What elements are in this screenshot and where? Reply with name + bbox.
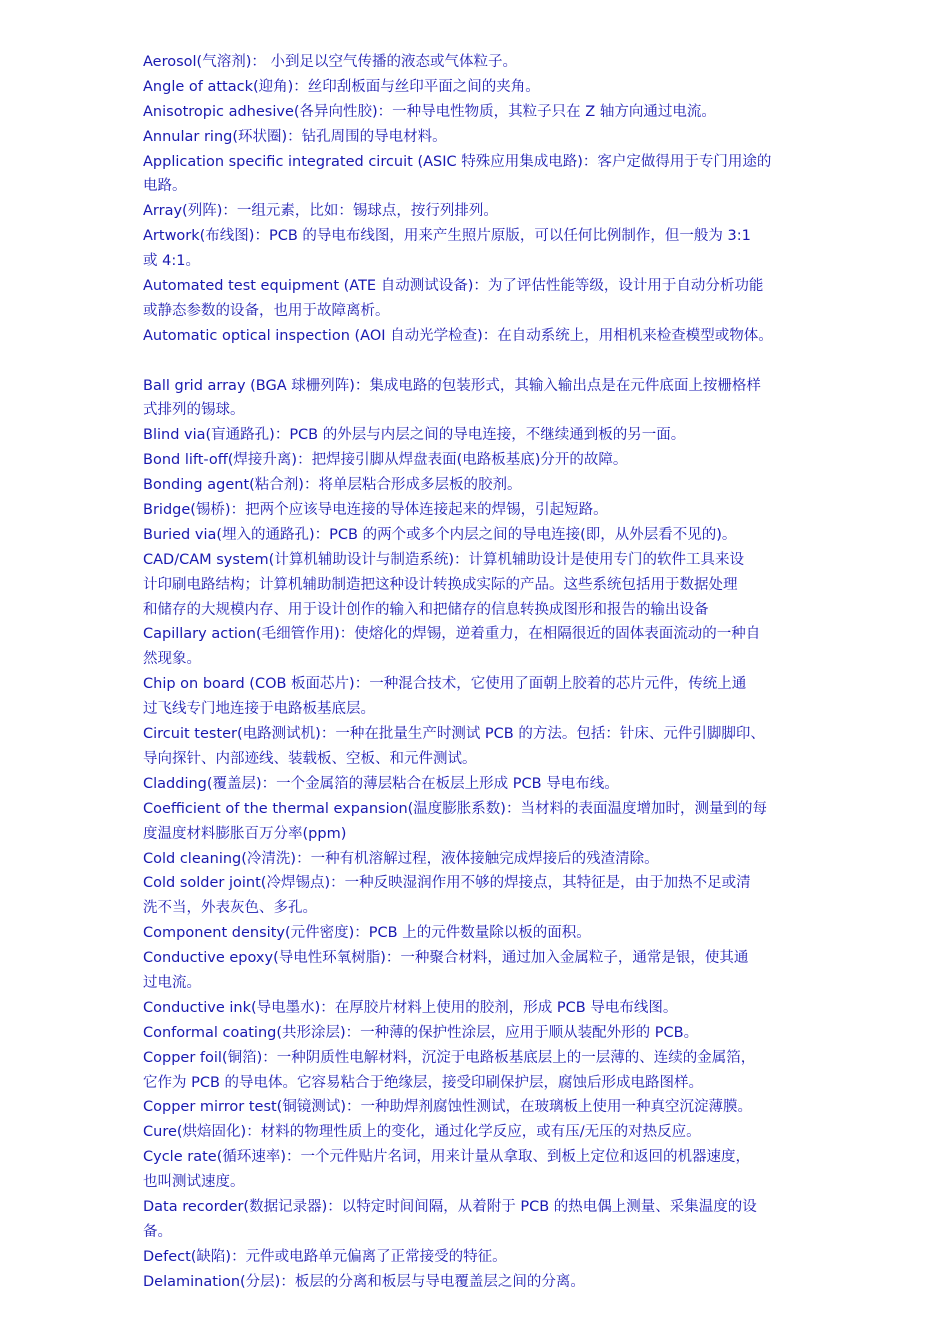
entry-cad-cam-cont-1: 计印刷电路结构；计算机辅助制造把这种设计转换成实际的产品。这些系统包括用于数据处理 [143,576,738,593]
entry-circuit-tester-cont: 导向探针、内部迹线、装载板、空板、和元件测试。 [143,750,477,767]
entry-cad-cam-cont-2: 和储存的大规模内存、用于设计创作的输入和把储存的信息转换成图形和报告的输出设备 [143,601,709,618]
entry-artwork: Artwork(布线图)：PCB 的导电布线图，用来产生照片原版，可以任何比例制作，但一般为 3:1 [143,228,751,245]
entry-copper-foil: Copper foil(铜箔)：一种阴质性电解材料，沉淀于电路板基底层上的一层薄的、连续的金属箔， [143,1049,756,1066]
entry-bga: Ball grid array (BGA 球栅列阵)：集成电路的包装形式，其输入输出点是在元件底面上按栅格样 [143,377,761,394]
entry-capillary-action: Capillary action(毛细管作用)：使熔化的焊锡，逆着重力，在相隔很近的固体表面流动的一种自 [143,626,761,643]
entry-buried-via: Buried via(埋入的通路孔)：PCB 的两个或多个内层之间的导电连接(即，从外层看不见的)。 [143,526,737,543]
entry-data-recorder-cont: 备。 [143,1223,172,1240]
entry-cold-solder-joint: Cold solder joint(冷焊锡点)：一种反映湿润作用不够的焊接点，其特征是，由于加热不足或清 [143,875,751,892]
entry-conductive-epoxy: Conductive epoxy(导电性环氧树脂)：一种聚合材料，通过加入金属粒子，通常是银，使其通 [143,950,749,967]
entry-asic: Application specific integrated circuit (ASIC 特殊应用集成电路)：客户定做得用于专门用途的 [143,153,772,170]
entry-bond-lift-off: Bond lift-off(焊接升离)：把焊接引脚从焊盘表面(电路板基底)分开的故障。 [143,452,628,469]
entry-conformal-coating: Conformal coating(共形涂层)：一种薄的保护性涂层，应用于顺从装配外形的 PCB。 [143,1024,699,1041]
entry-capillary-action-cont: 然现象。 [143,651,201,668]
entry-cad-cam: CAD/CAM system(计算机辅助设计与制造系统)：计算机辅助设计是使用专门的软件工具来设 [143,551,744,568]
entry-aerosol: Aerosol(气溶剂)： 小到足以空气传播的液态或气体粒子。 [143,54,517,70]
entry-blind-via: Blind via(盲通路孔)：PCB 的外层与内层之间的导电连接，不继续通到板的另一面。 [143,427,686,444]
entry-conductive-ink: Conductive ink(导电墨水)：在厚胶片材料上使用的胶剂，形成 PCB 导电布线图。 [143,999,678,1016]
entry-ate: Automated test equipment (ATE 自动测试设备)：为了评估性能等级，设计用于自动分析功能 [143,278,764,295]
entry-asic-cont: 电路。 [143,178,187,195]
entry-bga-cont: 式排列的锡球。 [143,402,245,419]
entry-annular-ring: Annular ring(环状圈)：钻孔周围的导电材料。 [143,128,447,145]
entry-anisotropic-adhesive: Anisotropic adhesive(各异向性胶)：一种导电性物质，其粒子只在 Z 轴方向通过电流。 [143,103,716,120]
entry-copper-mirror-test: Copper mirror test(铜镜测试)：一种助焊剂腐蚀性测试，在玻璃板上使用一种真空沉淀薄膜。 [143,1099,752,1116]
entry-cycle-rate: Cycle rate(循环速率)：一个元件贴片名词，用来计量从拿取、到板上定位和返回的机器速度， [143,1149,751,1166]
entry-ate-cont: 或静态参数的设备，也用于故障离析。 [143,302,390,319]
entry-cold-cleaning: Cold cleaning(冷清洗)：一种有机溶解过程，液体接触完成焊接后的残渣清除。 [143,850,659,867]
entry-conductive-epoxy-cont: 过电流。 [143,974,201,991]
entry-artwork-cont: 或 4:1。 [143,253,200,270]
entry-cure: Cure(烘焙固化)：材料的物理性质上的变化，通过化学反应，或有压/无压的对热反应。 [143,1124,701,1141]
entry-copper-foil-cont: 它作为 PCB 的导电体。它容易粘合于绝缘层，接受印刷保护层，腐蚀后形成电路图样。 [143,1074,704,1091]
entry-cold-solder-joint-cont: 洗不当，外表灰色、多孔。 [143,900,317,917]
entry-cladding: Cladding(覆盖层)：一个金属箔的薄层粘合在板层上形成 PCB 导电布线。 [143,775,619,792]
entry-defect: Defect(缺陷)：元件或电路单元偏离了正常接受的特征。 [143,1248,507,1265]
entry-bridge: Bridge(锡桥)：把两个应该导电连接的导体连接起来的焊锡，引起短路。 [143,502,608,519]
entry-data-recorder: Data recorder(数据记录器)：以特定时间间隔，从着附于 PCB 的热电偶上测量、采集温度的设 [143,1198,757,1215]
glossary-page [143,50,815,1295]
entry-cycle-rate-cont: 也叫测试速度。 [143,1174,245,1191]
entry-cob: Chip on board (COB 板面芯片)：一种混合技术，它使用了面朝上胶着的芯片元件，传统上通 [143,676,747,693]
entry-angle-of-attack: Angle of attack(迎角)：丝印刮板面与丝印平面之间的夹角。 [143,78,540,95]
entry-delamination: Delamination(分层)：板层的分离和板层与导电覆盖层之间的分离。 [143,1273,585,1290]
section-gap [143,349,815,374]
entry-array: Array(列阵)：一组元素，比如：锡球点，按行列排列。 [143,203,498,220]
entry-circuit-tester: Circuit tester(电路测试机)：一种在批量生产时测试 PCB 的方法。包括：针床、元件引脚脚印、 [143,726,765,743]
entry-cob-cont: 过飞线专门地连接于电路板基底层。 [143,701,375,718]
entry-cte-cont: 度温度材料膨胀百万分率(ppm) [143,825,347,842]
entry-cte: Coefficient of the thermal expansion(温度膨胀系数)：当材料的表面温度增加时，测量到的每 [143,800,767,817]
entry-component-density: Component density(元件密度)：PCB 上的元件数量除以板的面积。 [143,925,591,942]
entry-bonding-agent: Bonding agent(粘合剂)：将单层粘合形成多层板的胶剂。 [143,477,522,494]
entry-aoi: Automatic optical inspection (AOI 自动光学检查)：在自动系统上，用相机来检查模型或物体。 [143,327,773,344]
